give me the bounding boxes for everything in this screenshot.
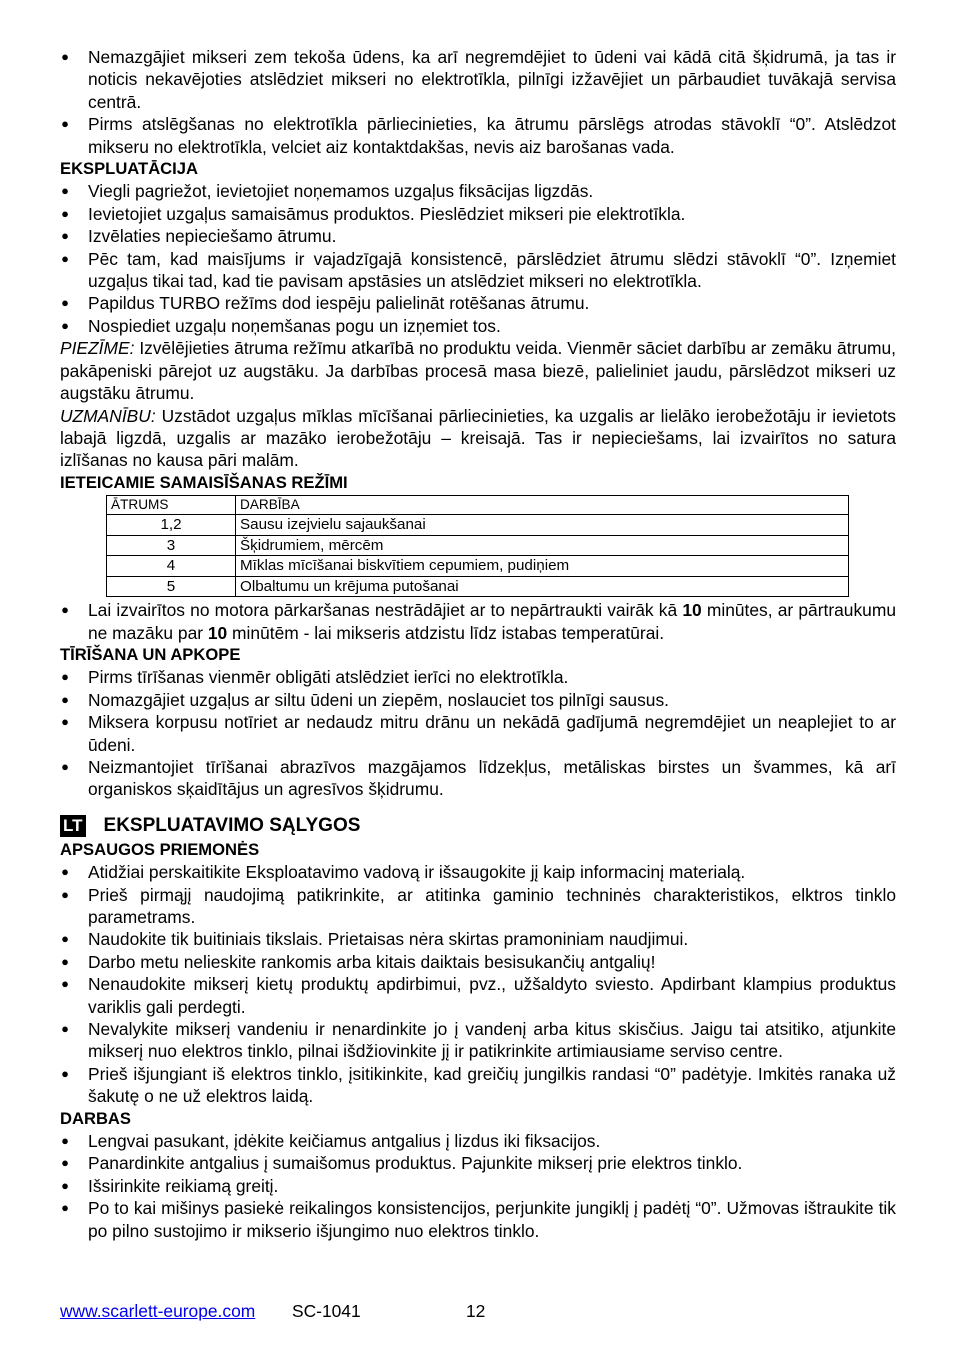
list-item: ● Viegli pagriežot, ievietojiet noņemamos uzgaļus fiksācijas ligzdās. bbox=[61, 181, 594, 202]
bullet-icon: ● bbox=[61, 758, 69, 774]
table-cell-action: Mīklas mīcīšanai biskvītiem cepumiem, pudiņiem bbox=[236, 556, 849, 577]
table-cell-speed: 4 bbox=[107, 556, 236, 577]
bullet-icon: ● bbox=[61, 49, 69, 64]
list-item: ● Nevalykite mikserį vandeniu ir nenardinkite jo į vandenį arba kitus skisčius. Jaigu tai atsitiko, atjunkite mikserį nuo elektros tinklo, pilnai išdžiovinkite jį ir patikrinkite artimiausiame serviso centre. bbox=[61, 1019, 896, 1062]
list-item: ● Panardinkite antgalius į sumaišomus produktus. Pajunkite mikserį prie elektros tinklo. bbox=[61, 1153, 743, 1174]
lv-modes-heading: IETEICAMIE SAMAISĪŠANAS REŽĪMI bbox=[60, 472, 348, 492]
list-item: ● Ievietojiet uzgaļus samaisāmus produktos. Pieslēdziet mikseri pie elektrotīkla. bbox=[61, 203, 686, 224]
bullet-icon: ● bbox=[61, 205, 69, 221]
list-item: ● Nemazgājiet mikseri zem tekoša ūdens, ka arī negremdējiet to ūdeni vai kādā citā šķidrumā, ja tas ir noticis nekavējoties atslēdziet mikseri no elektrotīkla, pilnīgi izžavējiet un pārbaudiet tuvākajā servisa centrā. bbox=[61, 47, 896, 112]
lv-cleaning-heading: TĪRĪŠANA UN APKOPE bbox=[60, 644, 241, 664]
table-cell-speed: 3 bbox=[107, 535, 236, 556]
note-label: PIEZĪME: bbox=[60, 338, 135, 359]
bullet-icon: ● bbox=[61, 953, 69, 969]
lv-caution-paragraph bbox=[60, 405, 896, 472]
document-page bbox=[60, 46, 896, 1242]
table-cell-action: Olbaltumu un krējuma putošanai bbox=[236, 576, 849, 597]
table-row bbox=[107, 556, 849, 577]
table-cell-speed: 5 bbox=[107, 576, 236, 597]
bullet-icon: ● bbox=[61, 228, 69, 244]
table-cell-action: Šķidrumiem, mērcēm bbox=[236, 535, 849, 556]
table-row bbox=[107, 535, 849, 556]
bullet-icon: ● bbox=[61, 1177, 69, 1193]
lt-title-text: EKSPLUATAVIMO SĄLYGOS bbox=[103, 814, 361, 836]
bullet-icon: ● bbox=[61, 1200, 69, 1216]
bullet-icon: ● bbox=[61, 691, 69, 707]
bullet-icon: ● bbox=[61, 1133, 69, 1149]
bullet-icon: ● bbox=[61, 602, 69, 618]
lt-work-list bbox=[60, 1130, 896, 1242]
bullet-icon: ● bbox=[61, 714, 69, 730]
list-item: ● Atidžiai perskaitikite Eksploatavimo vadovą ir išsaugokite jį kaip informacinį materialą. bbox=[61, 862, 746, 883]
table-header-row bbox=[107, 496, 849, 515]
list-item: ● Išsirinkite reikiamą greitį. bbox=[61, 1175, 279, 1196]
lt-work-heading: DARBAS bbox=[60, 1108, 131, 1128]
table-cell-speed: 1,2 bbox=[107, 515, 236, 536]
lt-safety-heading: APSAUGOS PRIEMONĖS bbox=[60, 839, 260, 859]
table-header-cell: ĀTRUMS bbox=[107, 496, 236, 515]
lv-note-paragraph bbox=[60, 337, 896, 404]
bullet-icon: ● bbox=[61, 864, 69, 880]
caution-text: Uzstādot uzgaļus mīklas mīcīšanai pārliecinieties, ka uzgalis ar lielāko ierobežotāju ir ievietots labajā ligzdā, uzgalis ar mazāko ierobežotāju – kreisajā. Tas ir nepieciešams, lai izvairītos no satura izlīšanas no kausa pāri malām. bbox=[60, 405, 896, 471]
list-item: ● Pēc tam, kad maisījums ir vajadzīgajā konsistencē, pārslēdziet ātrumu slēdzi stāvoklī “0”. Izņemiet uzgaļus tikai tad, kad tie pavisam apstāsies un atslēdziet mikseri no elektrotīkla. bbox=[61, 248, 896, 292]
bullet-icon: ● bbox=[61, 116, 69, 132]
list-item: ● Neizmantojiet tīrīšanai abrazīvos mazgājamos līdzekļus, metāliskas birstes un švammes, kā arī organiskos sķaidītājus un agresīvos šķidrumu. bbox=[61, 756, 896, 800]
list-item: ● Nomazgājiet uzgaļus ar siltu ūdeni un ziepēm, noslauciet tos pilnīgi sausus. bbox=[61, 689, 669, 710]
page-footer bbox=[60, 1300, 486, 1322]
list-item: ● Pirms tīrīšanas vienmēr obligāti atslēdziet ierīci no elektrotīkla. bbox=[61, 667, 569, 688]
lv-operation-list bbox=[60, 180, 896, 337]
bullet-icon: ● bbox=[61, 317, 69, 333]
table-cell-action: Sausu izejvielu sajaukšanai bbox=[236, 515, 849, 536]
bullet-icon: ● bbox=[61, 886, 69, 902]
language-badge: LT bbox=[60, 815, 86, 837]
bullet-icon: ● bbox=[61, 669, 69, 685]
lv-cleaning-list bbox=[60, 666, 896, 800]
speed-modes-table bbox=[106, 495, 849, 597]
note-text: Izvēlējieties ātruma režīmu atkarībā no produktu veida. Vienmēr sāciet darbību ar zemāku ātrumu, pakāpeniski pārejot uz augstāku. Ja darbības procesā masa biezē, palieliniet jaudu, pārslēdzot mikseri uz augstāku ātrumu. bbox=[60, 338, 896, 404]
bullet-icon: ● bbox=[61, 931, 69, 947]
list-item: ● Po to kai mišinys pasiekė reikalingos konsistencijos, perjunkite jungiklį į padėtį “0”. Užmovas ištraukite tik po pilno sustojimo ir mikserio išjungimo nuo elektros tinklo. bbox=[61, 1198, 896, 1241]
bullet-icon: ● bbox=[61, 250, 69, 266]
list-item: ● Prieš pirmąjį naudojimą patikrinkite, ar atitinka gaminio techninės charakteristikos, elktros tinklo parametrams. bbox=[61, 884, 896, 927]
list-item: ● Miksera korpusu notīriet ar nedaudz mitru drānu un nekādā gadījumā negremdējiet un neaplejiet to ar ūdeni. bbox=[61, 712, 896, 755]
table-header-cell: DARBĪBA bbox=[236, 496, 849, 515]
list-item: ● Naudokite tik buitiniais tikslais. Prietaisas nėra skirtas pramoniniam naudjimui. bbox=[61, 929, 689, 950]
lv-intro-list bbox=[60, 46, 896, 158]
list-item: ● Lai izvairītos no motora pārkaršanas nestrādājiet ar to nepārtraukti vairāk kā 10 minūtes, ar pārtraukumu ne mazāku par 10 minūtēm - lai mikseris atdzistu līdz istabas temperatūrai. bbox=[61, 600, 896, 643]
list-item: ● Nospiediet uzgaļu noņemšanas pogu un izņemiet tos. bbox=[61, 315, 501, 336]
lt-safety-list bbox=[60, 861, 896, 1107]
list-item: ● Darbo metu nelieskite rankomis arba kitais daiktais besisukančių antgalių! bbox=[61, 951, 656, 972]
bullet-icon: ● bbox=[61, 1021, 69, 1037]
page-number: 12 bbox=[466, 1301, 486, 1321]
list-item: ● Prieš išjungiant iš elektros tinklo, įsitikinkite, kad greičių jungilkis randasi “0” padėtyje. Imkitės ranaka už šakutę o ne už elektros laidą. bbox=[61, 1063, 896, 1107]
table-row bbox=[107, 515, 849, 536]
bullet-icon: ● bbox=[61, 295, 69, 311]
website-link[interactable]: www.scarlett-europe.com bbox=[60, 1301, 256, 1321]
list-item: ● Pirms atslēgšanas no elektrotīkla pārliecinieties, ka ātrumu pārslēgs atrodas stāvoklī “0”. Atslēdzot mikseru no elektrotīkla, velciet aiz kontaktdakšas, nevis aiz barošanas vada. bbox=[61, 114, 896, 157]
lv-operation-heading: EKSPLUATĀCIJA bbox=[60, 159, 198, 179]
table-row bbox=[107, 576, 849, 597]
bullet-icon: ● bbox=[61, 183, 69, 199]
bullet-icon: ● bbox=[61, 976, 69, 992]
lt-section-title bbox=[60, 813, 896, 839]
list-item: ● Izvēlaties nepieciešamo ātrumu. bbox=[61, 226, 337, 247]
list-item: ● Lengvai pasukant, įdėkite keičiamus antgalius į lizdus iki fiksacijos. bbox=[61, 1131, 601, 1152]
model-number: SC-1041 bbox=[292, 1301, 361, 1321]
caution-label: UZMANĪBU: bbox=[60, 405, 156, 426]
list-item: ● Nenaudokite mikserį kietų produktų apdirbimui, pvz., užšaldyto sviesto. Apdirbant klampius produktus variklis gali perdegti. bbox=[61, 974, 896, 1017]
bullet-icon: ● bbox=[61, 1155, 69, 1171]
lv-overheat-list bbox=[60, 599, 896, 644]
list-item: ● Papildus TURBO režīms dod iespēju palielināt rotēšanas ātrumu. bbox=[61, 293, 590, 314]
bullet-icon: ● bbox=[61, 1065, 69, 1081]
